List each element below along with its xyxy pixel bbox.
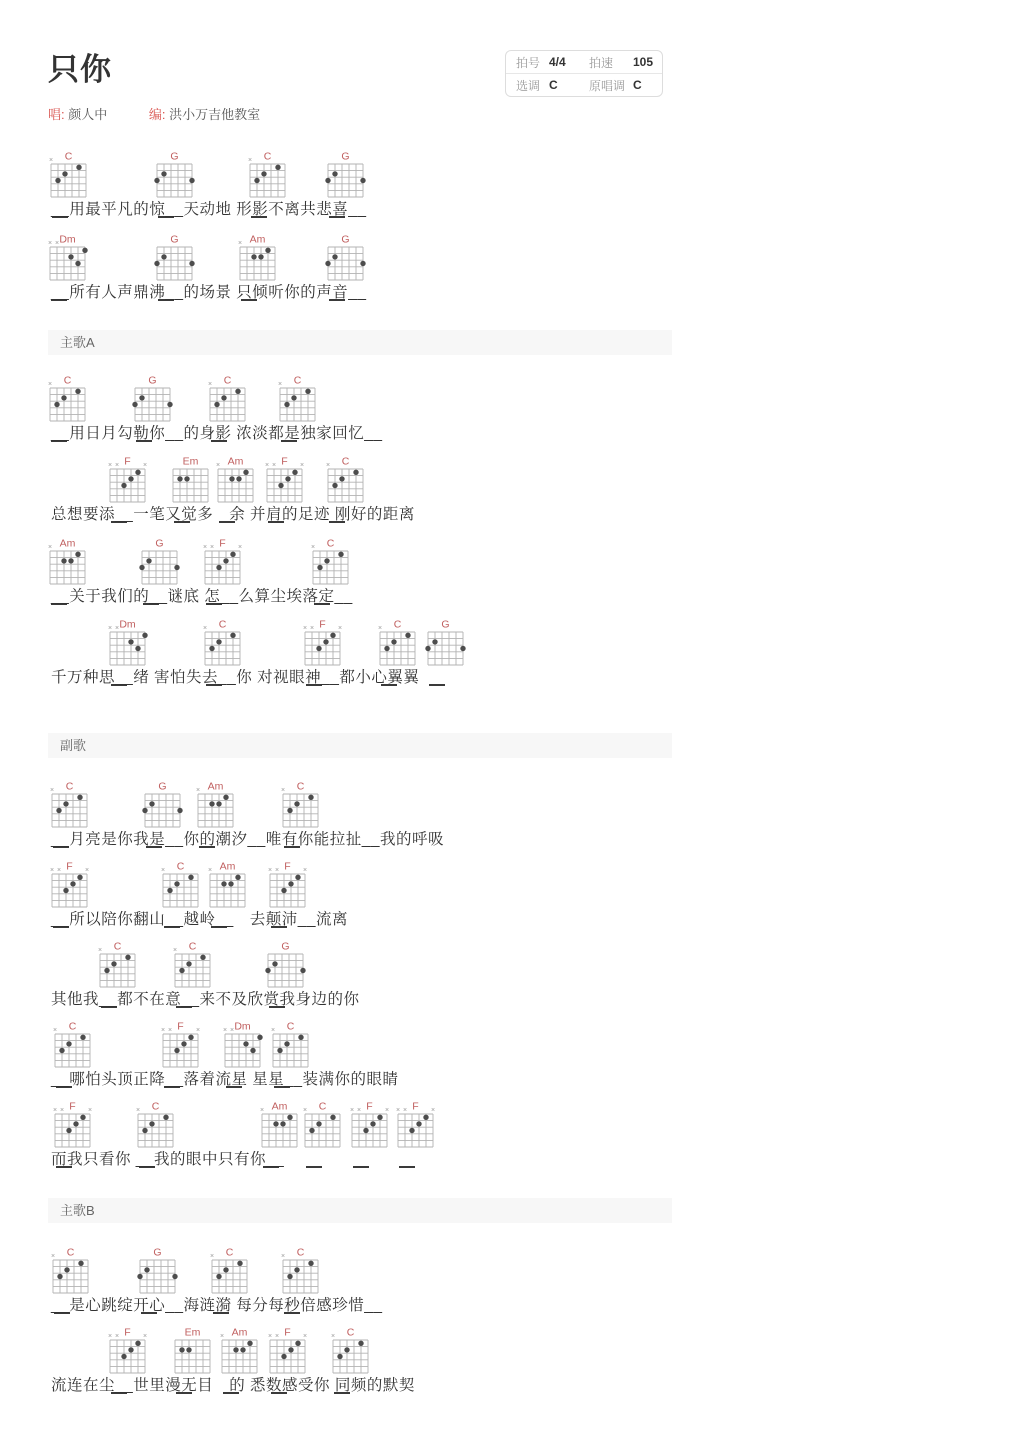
svg-text:G: G [155, 537, 164, 550]
selected-key-label: 选调 [516, 78, 541, 93]
svg-text:×: × [302, 867, 308, 874]
chord-diagram-G [323, 150, 369, 200]
svg-text:×: × [402, 1107, 408, 1114]
svg-text:×: × [267, 1333, 273, 1340]
svg-text:C: C [66, 1246, 75, 1259]
chord-diagram-G [263, 940, 309, 990]
meta-row-2 [506, 74, 662, 96]
svg-text:×: × [209, 1253, 215, 1260]
svg-text:×: × [87, 1107, 93, 1114]
svg-text:G: G [441, 618, 450, 631]
svg-text:G: G [153, 1246, 162, 1259]
original-key-label: 原唱调 [589, 78, 626, 93]
svg-text:×: × [49, 867, 55, 874]
svg-text:Am: Am [207, 780, 224, 793]
chord-lyric-line [0, 233, 1024, 319]
section-header-label: 主歌A [60, 335, 95, 350]
svg-text:×: × [280, 1253, 286, 1260]
chord-diagram-G [152, 233, 198, 283]
svg-text:Am: Am [231, 1326, 248, 1339]
svg-text:Am: Am [219, 860, 236, 873]
chord-diagram-C [46, 150, 92, 200]
svg-text:×: × [207, 381, 213, 388]
chord-lyric-line [0, 455, 1024, 541]
chord-diagram-F [265, 1326, 311, 1376]
chord-diagram-G [135, 1246, 181, 1296]
svg-text:C: C [68, 1020, 77, 1033]
svg-text:×: × [325, 462, 331, 469]
svg-text:×: × [47, 240, 53, 247]
chord-diagram-F [158, 1020, 204, 1070]
chord-lyric-line [0, 1246, 1024, 1332]
svg-text:F: F [66, 860, 73, 873]
chord-diagram-Am [193, 780, 239, 830]
svg-text:×: × [299, 462, 305, 469]
svg-text:×: × [264, 462, 270, 469]
selected-key-value: C [549, 78, 558, 92]
chord-diagram-C [133, 1100, 179, 1150]
svg-text:F: F [284, 860, 291, 873]
svg-text:C: C [296, 780, 305, 793]
lyric-text: __用日月勾勒你__的身影 浓淡都是独家回忆__ [51, 425, 383, 442]
chord-diagram-F [262, 455, 308, 505]
section-header-label: 副歌 [60, 738, 87, 753]
svg-text:F: F [219, 537, 226, 550]
chord-diagram-C [300, 1100, 346, 1150]
chord-diagram-G [423, 618, 469, 668]
original-key-value: C [633, 78, 642, 92]
svg-text:F: F [124, 1326, 131, 1339]
time-signature-value: 4/4 [549, 55, 566, 69]
chord-diagram-Em [170, 1326, 216, 1376]
chord-diagram-C [170, 940, 216, 990]
svg-text:×: × [195, 1027, 201, 1034]
svg-text:G: G [170, 233, 179, 246]
svg-text:C: C [113, 940, 122, 953]
svg-text:G: G [281, 940, 290, 953]
svg-text:×: × [302, 1333, 308, 1340]
chord-diagram-C [50, 1020, 96, 1070]
svg-text:G: G [341, 233, 350, 246]
svg-text:×: × [47, 544, 53, 551]
svg-text:Dm: Dm [59, 233, 76, 246]
svg-text:×: × [209, 544, 215, 551]
chord-diagram-C [47, 780, 93, 830]
svg-text:Em: Em [184, 1326, 201, 1339]
svg-text:×: × [237, 544, 243, 551]
chord-diagram-F [265, 860, 311, 910]
chord-diagram-C [245, 150, 291, 200]
chord-lyric-line [0, 780, 1024, 866]
svg-text:F: F [284, 1326, 291, 1339]
chord-lyric-line [0, 1326, 1024, 1412]
chord-diagram-F [50, 1100, 96, 1150]
svg-text:×: × [114, 1333, 120, 1340]
svg-text:×: × [377, 625, 383, 632]
svg-text:×: × [167, 1027, 173, 1034]
svg-text:C: C [188, 940, 197, 953]
svg-text:Em: Em [182, 455, 199, 468]
svg-text:×: × [237, 240, 243, 247]
svg-text:×: × [274, 1333, 280, 1340]
svg-text:×: × [207, 867, 213, 874]
svg-text:×: × [280, 787, 286, 794]
chord-diagram-C [323, 455, 369, 505]
chord-diagram-C [308, 537, 354, 587]
singer-name: 颜人中 [68, 107, 108, 122]
svg-text:×: × [47, 381, 53, 388]
section-header [48, 733, 672, 758]
chord-diagram-F [105, 1326, 151, 1376]
svg-text:×: × [54, 240, 60, 247]
svg-text:C: C [64, 150, 73, 163]
svg-text:×: × [330, 1333, 336, 1340]
meta-row-1 [506, 51, 662, 74]
chord-diagram-F [47, 860, 93, 910]
chord-diagram-G [152, 150, 198, 200]
lyric-text: __哪怕头顶正降__落着流星 星星__装满你的眼睛 [51, 1071, 399, 1088]
arranger-name: 洪小万吉他教室 [169, 107, 261, 122]
chord-diagram-Dm [105, 618, 151, 668]
svg-text:×: × [384, 1107, 390, 1114]
time-signature-label: 拍号 [516, 55, 541, 70]
chord-diagram-C [328, 1326, 374, 1376]
svg-text:×: × [270, 1027, 276, 1034]
section-header [48, 1198, 672, 1223]
svg-text:×: × [52, 1027, 58, 1034]
svg-text:G: G [158, 780, 167, 793]
chord-diagram-Em [168, 455, 214, 505]
svg-text:F: F [177, 1020, 184, 1033]
svg-text:×: × [277, 381, 283, 388]
svg-text:F: F [319, 618, 326, 631]
svg-text:G: G [341, 150, 350, 163]
chord-diagram-Dm [220, 1020, 266, 1070]
chord-diagram-C [95, 940, 141, 990]
svg-text:×: × [107, 462, 113, 469]
chord-beat-underline [399, 1166, 415, 1168]
chord-diagram-C [278, 780, 324, 830]
section-header-label: 主歌B [60, 1203, 95, 1218]
lyric-text: __关于我们的__谜底 怎__么算尘埃落定__ [51, 588, 353, 605]
svg-text:×: × [267, 867, 273, 874]
svg-text:G: G [170, 150, 179, 163]
chord-diagram-Am [235, 233, 281, 283]
song-meta-box [505, 50, 663, 97]
svg-text:C: C [318, 1100, 327, 1113]
tempo-label: 拍速 [589, 55, 614, 70]
svg-text:×: × [349, 1107, 355, 1114]
lyric-text: __月亮是你我是__你的潮汐__唯有你能拉扯__我的呼吸 [51, 831, 444, 848]
svg-text:×: × [215, 462, 221, 469]
chord-beat-underline [429, 684, 445, 686]
svg-text:×: × [84, 867, 90, 874]
svg-text:×: × [195, 787, 201, 794]
arranger-label: 编: [148, 107, 166, 122]
svg-text:G: G [148, 374, 157, 387]
lyric-text: 其他我__都不在意__来不及欣赏我身边的你 [51, 991, 360, 1008]
svg-text:C: C [286, 1020, 295, 1033]
svg-text:×: × [107, 625, 113, 632]
chord-diagram-G [323, 233, 369, 283]
chord-diagram-Dm [45, 233, 91, 283]
chord-diagram-C [207, 1246, 253, 1296]
svg-text:Am: Am [249, 233, 266, 246]
chord-diagram-C [45, 374, 91, 424]
chord-lyric-line [0, 860, 1024, 946]
svg-text:Am: Am [271, 1100, 288, 1113]
svg-text:C: C [63, 374, 72, 387]
lyric-text: 千万种思__绪 害怕失去__你 对视眼神__都小心翼翼 [51, 669, 420, 686]
lyric-text: __是心跳绽开心__海涟漪 每分每秒倍感珍惜__ [51, 1297, 383, 1314]
svg-text:×: × [59, 1107, 65, 1114]
chord-diagram-C [278, 1246, 324, 1296]
chord-diagram-F [200, 537, 246, 587]
svg-text:×: × [247, 157, 253, 164]
svg-text:C: C [151, 1100, 160, 1113]
svg-text:×: × [259, 1107, 265, 1114]
chord-diagram-F [105, 455, 151, 505]
chord-diagram-C [205, 374, 251, 424]
chord-lyric-line [0, 940, 1024, 1026]
chord-diagram-F [393, 1100, 439, 1150]
svg-text:×: × [202, 544, 208, 551]
svg-text:Dm: Dm [234, 1020, 251, 1033]
chord-lyric-line [0, 374, 1024, 460]
svg-text:C: C [296, 1246, 305, 1259]
chord-lyric-line [0, 150, 1024, 236]
svg-text:×: × [49, 787, 55, 794]
svg-text:C: C [341, 455, 350, 468]
svg-text:C: C [393, 618, 402, 631]
singer-label: 唱: [48, 107, 65, 122]
svg-text:C: C [326, 537, 335, 550]
lyric-text: __所有人声鼎沸__的场景 只倾听你的声音__ [51, 284, 367, 301]
lyric-text: 总想要添__一笔又觉多 余 并肩的足迹 刚好的距离 [51, 506, 415, 523]
svg-text:F: F [124, 455, 131, 468]
svg-text:×: × [172, 947, 178, 954]
svg-text:C: C [225, 1246, 234, 1259]
svg-text:×: × [56, 867, 62, 874]
chord-diagram-F [300, 618, 346, 668]
svg-text:F: F [412, 1100, 419, 1113]
chord-lyric-line [0, 1100, 1024, 1186]
chord-diagram-Am [213, 455, 259, 505]
svg-text:C: C [65, 780, 74, 793]
svg-text:F: F [69, 1100, 76, 1113]
chord-diagram-C [48, 1246, 94, 1296]
chord-diagram-G [130, 374, 176, 424]
section-header [48, 330, 672, 355]
svg-text:F: F [281, 455, 288, 468]
svg-text:C: C [293, 374, 302, 387]
svg-text:C: C [223, 374, 232, 387]
svg-text:×: × [202, 625, 208, 632]
chord-lyric-line [0, 537, 1024, 623]
tempo-value: 105 [633, 55, 654, 69]
svg-text:C: C [218, 618, 227, 631]
svg-text:×: × [135, 1107, 141, 1114]
svg-text:×: × [97, 947, 103, 954]
chord-lyric-line [0, 618, 1024, 704]
svg-text:×: × [302, 625, 308, 632]
svg-text:×: × [107, 1333, 113, 1340]
lyric-text: 流连在尘__世里漫无目 的 悉数感受你 同频的默契 [51, 1377, 415, 1394]
svg-text:×: × [114, 462, 120, 469]
svg-text:×: × [274, 867, 280, 874]
chord-diagram-Am [205, 860, 251, 910]
svg-text:×: × [142, 1333, 148, 1340]
svg-text:×: × [142, 462, 148, 469]
svg-text:C: C [263, 150, 272, 163]
svg-text:×: × [222, 1027, 228, 1034]
chord-diagram-C [158, 860, 204, 910]
svg-text:F: F [366, 1100, 373, 1113]
svg-text:×: × [160, 1027, 166, 1034]
svg-text:×: × [52, 1107, 58, 1114]
svg-text:×: × [219, 1333, 225, 1340]
svg-text:×: × [50, 1253, 56, 1260]
svg-text:×: × [160, 867, 166, 874]
svg-text:C: C [346, 1326, 355, 1339]
credits-line [48, 104, 260, 123]
svg-text:×: × [395, 1107, 401, 1114]
chord-beat-underline [353, 1166, 369, 1168]
svg-text:Am: Am [227, 455, 244, 468]
svg-text:×: × [356, 1107, 362, 1114]
svg-text:×: × [48, 157, 54, 164]
svg-text:×: × [337, 625, 343, 632]
chord-diagram-C [200, 618, 246, 668]
lyric-text: __所以陪你翻山__越岭__ 去颠沛__流离 [51, 911, 348, 928]
chord-diagram-C [375, 618, 421, 668]
chord-diagram-G [140, 780, 186, 830]
svg-text:×: × [302, 1107, 308, 1114]
chord-lyric-line [0, 1020, 1024, 1106]
svg-text:×: × [271, 462, 277, 469]
chord-diagram-C [268, 1020, 314, 1070]
chord-diagram-G [137, 537, 183, 587]
chord-diagram-C [275, 374, 321, 424]
svg-text:Dm: Dm [119, 618, 136, 631]
svg-text:×: × [229, 1027, 235, 1034]
svg-text:Am: Am [59, 537, 76, 550]
svg-text:×: × [430, 1107, 436, 1114]
svg-text:C: C [176, 860, 185, 873]
chord-beat-underline [306, 1166, 322, 1168]
lyric-text: 而我只看你 __我的眼中只有你__ [51, 1151, 285, 1168]
chord-diagram-Am [45, 537, 91, 587]
chord-diagram-F [347, 1100, 393, 1150]
svg-text:×: × [310, 544, 316, 551]
chord-diagram-Am [257, 1100, 303, 1150]
svg-text:×: × [114, 625, 120, 632]
chord-diagram-Am [217, 1326, 263, 1376]
svg-text:×: × [309, 625, 315, 632]
lyric-text: __用最平凡的惊__天动地 形影不离共悲喜__ [51, 201, 367, 218]
song-title: 只你 [48, 52, 112, 87]
